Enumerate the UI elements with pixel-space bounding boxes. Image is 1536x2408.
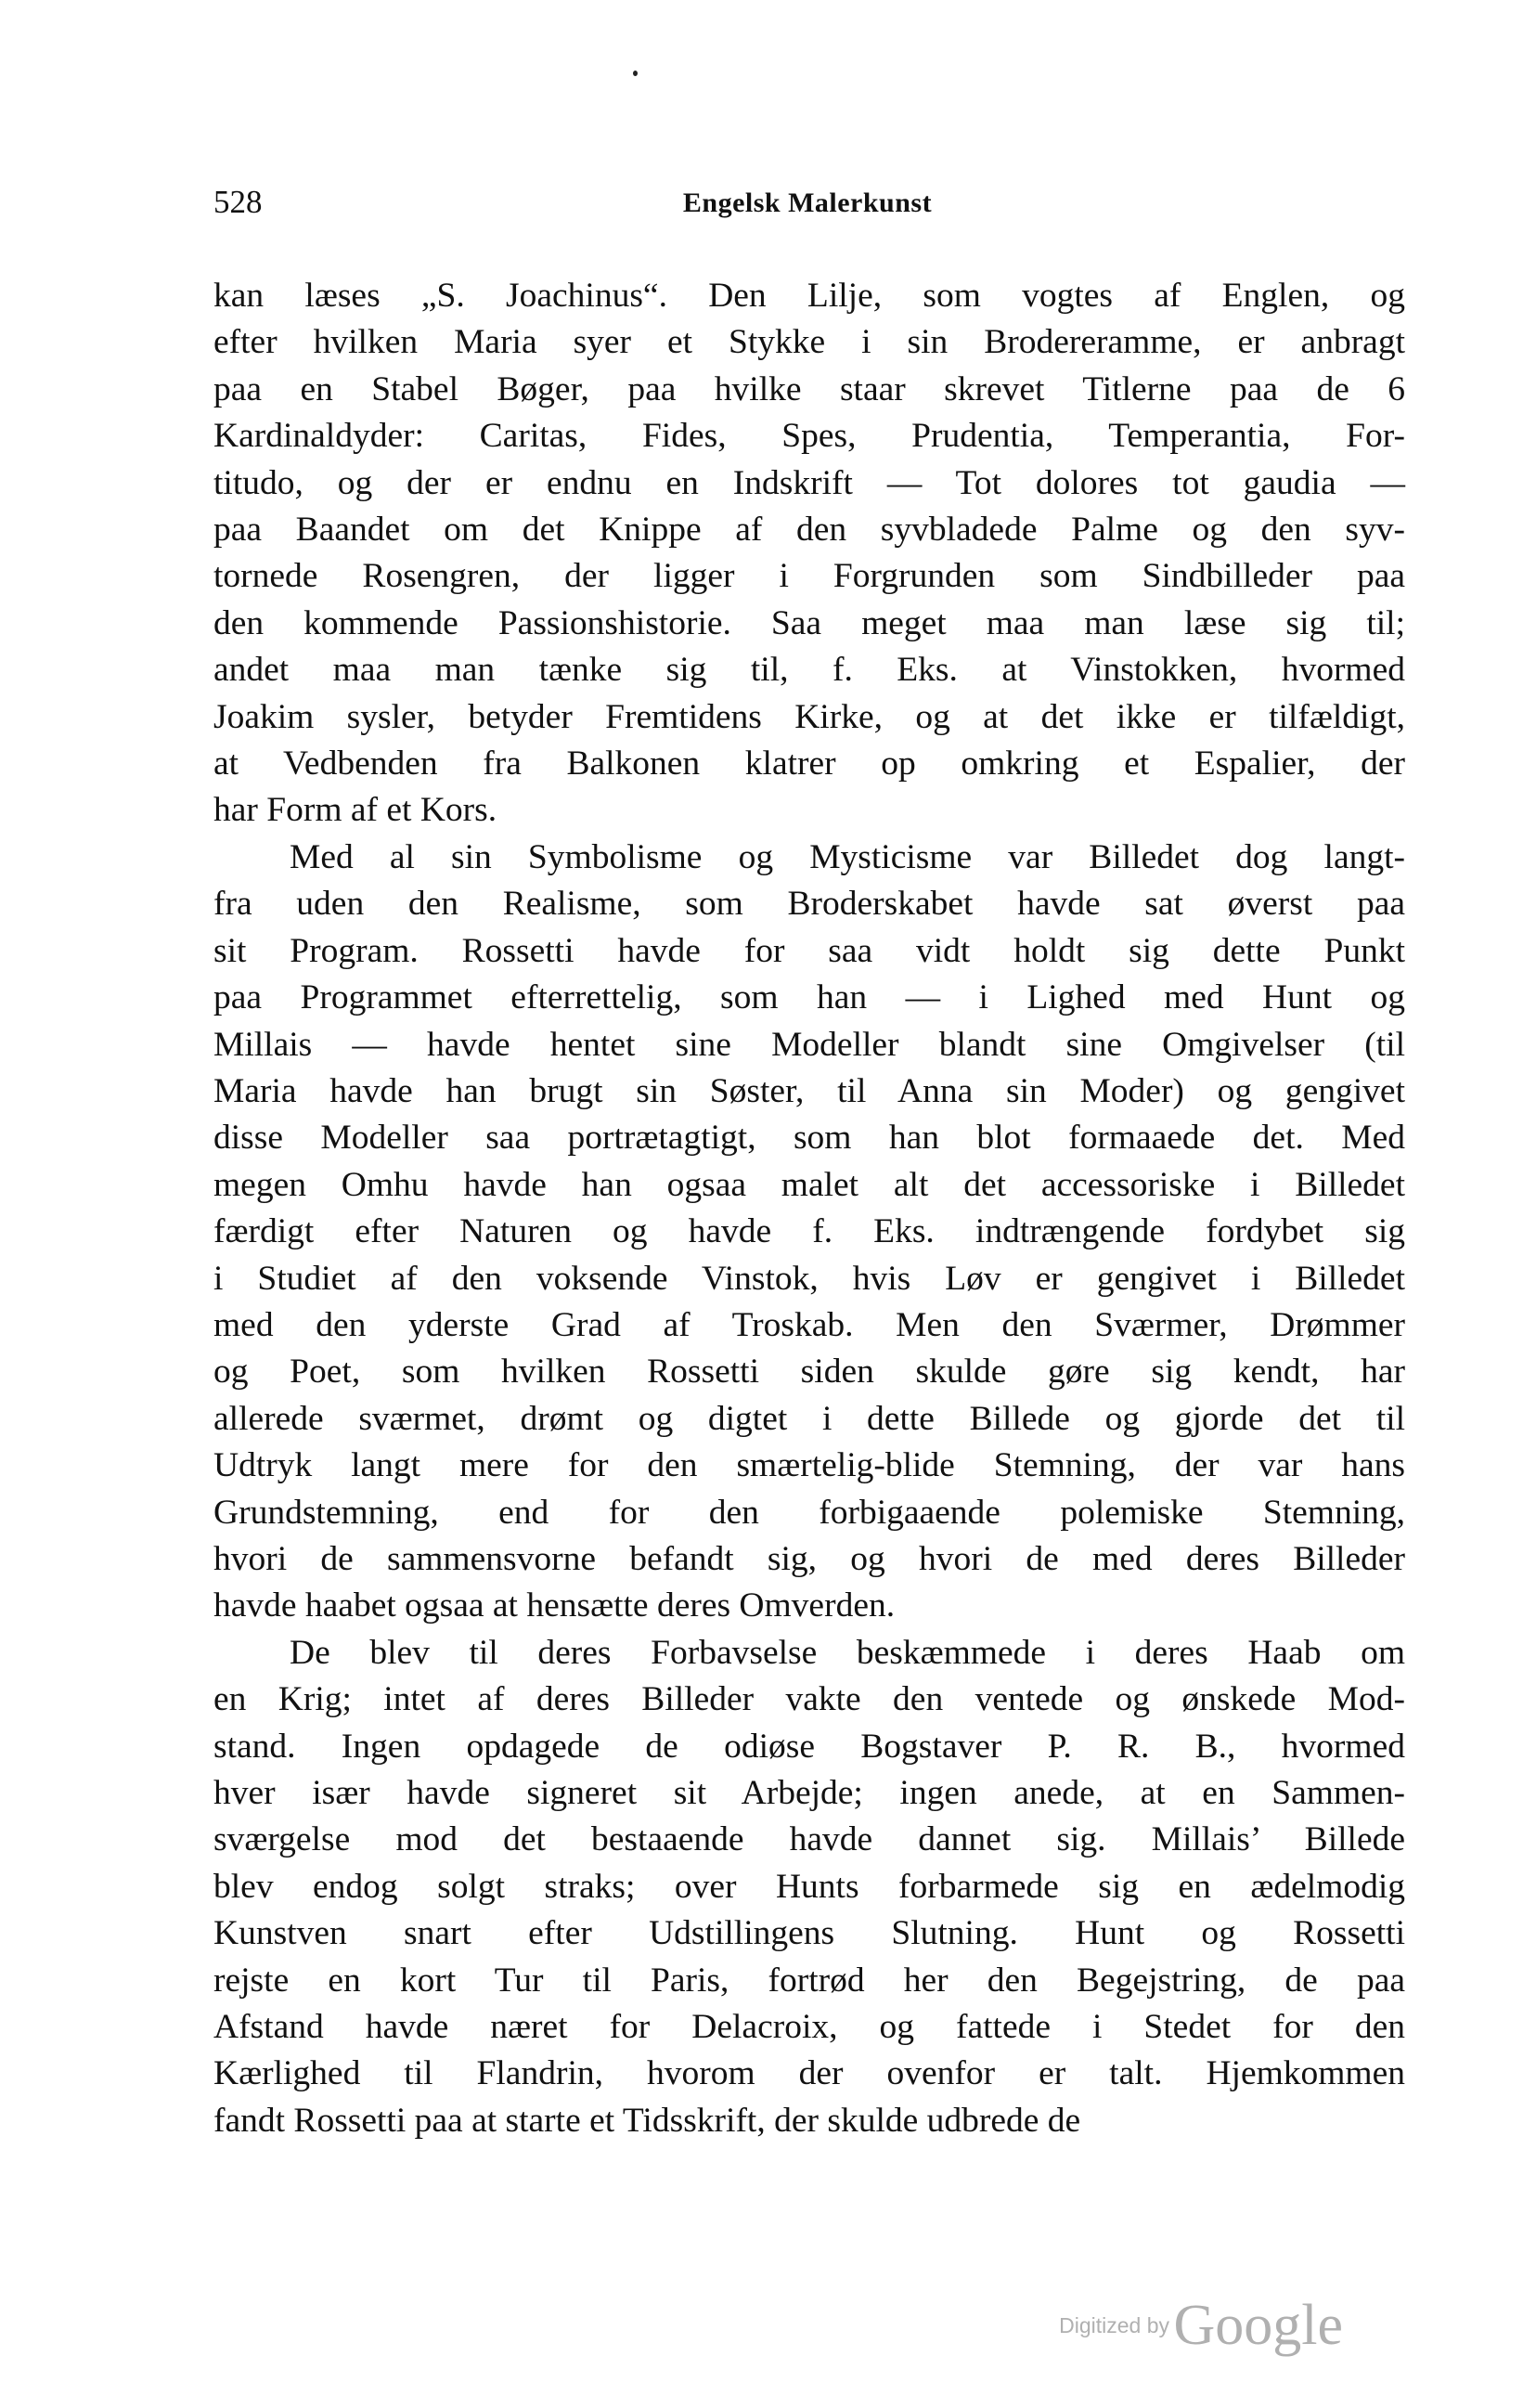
paragraph xyxy=(213,273,1405,835)
text-line: Millais — havde hentet sine Modeller blandt sine Omgivelser (til xyxy=(213,1025,1405,1064)
text-line: megen Omhu havde han ogsaa malet alt det accessoriske i Billedet xyxy=(213,1165,1405,1204)
text-line: allerede sværmet, drømt og digtet i dette Billede og gjorde det til xyxy=(213,1399,1405,1438)
paragraph xyxy=(213,835,1405,1630)
text-line: De blev til deres Forbavselse beskæmmede i deres Haab om xyxy=(290,1633,1405,1672)
running-title: Engelsk Malerkunst xyxy=(682,188,933,218)
page-number: 528 xyxy=(213,184,263,220)
text-line: færdigt efter Naturen og havde f. Eks. indtrængende fordybet sig xyxy=(213,1212,1405,1251)
text-line: Kunstven snart efter Udstillingens Slutning. Hunt og Rossetti xyxy=(213,1914,1405,1953)
watermark-digitized-by: Digitized by xyxy=(1059,2313,1170,2337)
text-line: i Studiet af den voksende Vinstok, hvis Løv er gengivet i Billedet xyxy=(213,1259,1405,1298)
paragraph xyxy=(213,1630,1405,2144)
text-line: Kærlighed til Flandrin, hvorom der ovenfor er talt. Hjemkommen xyxy=(213,2054,1405,2093)
page-header xyxy=(213,184,1401,230)
text-line: en Krig; intet af deres Billeder vakte den ventede og ønskede Mod- xyxy=(213,1680,1405,1719)
text-line: Joakim sysler, betyder Fremtidens Kirke, og at det ikke er tilfældigt, xyxy=(213,697,1405,736)
text-line: Maria havde han brugt sin Søster, til Anna sin Moder) og gengivet xyxy=(213,1071,1405,1110)
text-line: tornede Rosengren, der ligger i Forgrunden som Sindbilleder paa xyxy=(213,557,1405,596)
text-line: paa Programmet efterrettelig, som han — i Lighed med Hunt og xyxy=(213,978,1405,1017)
text-line: sit Program. Rossetti havde for saa vidt holdt sig dette Punkt xyxy=(213,931,1405,970)
text-line: hver især havde signeret sit Arbejde; ingen anede, at en Sammen- xyxy=(213,1774,1405,1812)
text-line: andet maa man tænke sig til, f. Eks. at Vinstokken, hvormed xyxy=(213,651,1405,690)
text-line: hvori de sammensvorne befandt sig, og hvori de med deres Billeder xyxy=(213,1539,1405,1578)
text-line: disse Modeller saa portrætagtigt, som han blot formaaede det. Med xyxy=(213,1119,1405,1158)
text-line: Grundstemning, end for den forbigaaende polemiske Stemning, xyxy=(213,1493,1405,1532)
text-line: med den yderste Grad af Troskab. Men den Sværmer, Drømmer xyxy=(213,1305,1405,1344)
body-text xyxy=(213,273,1405,2144)
text-line: paa Baandet om det Knippe af den syvbladede Palme og den syv- xyxy=(213,511,1405,550)
text-line: Afstand havde næret for Delacroix, og fattede i Stedet for den xyxy=(213,2008,1405,2047)
text-line: paa en Stabel Bøger, paa hvilke staar skrevet Titlerne paa de 6 xyxy=(213,369,1405,408)
text-line: havde haabet ogsaa at hensætte deres Omverden. xyxy=(213,1586,896,1625)
text-line: Kardinaldyder: Caritas, Fides, Spes, Prudentia, Temperantia, For- xyxy=(213,417,1405,456)
scan-speck xyxy=(633,71,638,76)
google-watermark xyxy=(1059,2293,1343,2359)
text-line: efter hvilken Maria syer et Stykke i sin Brodereramme, er anbragt xyxy=(213,323,1405,362)
text-line: Udtryk langt mere for den smærtelig-blide Stemning, der var hans xyxy=(213,1446,1405,1485)
text-line: sværgelse mod det bestaaende havde dannet sig. Millais’ Billede xyxy=(213,1820,1405,1859)
text-line: har Form af et Kors. xyxy=(213,791,497,830)
text-line: blev endog solgt straks; over Hunts forbarmede sig en ædelmodig xyxy=(213,1867,1405,1906)
watermark-google-logo: Google xyxy=(1173,2294,1343,2357)
text-line: Med al sin Symbolisme og Mysticisme var Billedet dog langt- xyxy=(290,837,1405,876)
text-line: stand. Ingen opdagede de odiøse Bogstaver P. R. B., hvormed xyxy=(213,1727,1405,1766)
text-line: kan læses „S. Joachinus“. Den Lilje, som vogtes af Englen, og xyxy=(213,277,1405,315)
text-line: den kommende Passionshistorie. Saa meget maa man læse sig til; xyxy=(213,603,1405,642)
text-line: at Vedbenden fra Balkonen klatrer op omkring et Espalier, der xyxy=(213,744,1405,783)
text-line: fandt Rossetti paa at starte et Tidsskrift, der skulde udbrede de xyxy=(213,2101,1081,2140)
text-line: fra uden den Realisme, som Broderskabet havde sat øverst paa xyxy=(213,885,1405,924)
text-line: og Poet, som hvilken Rossetti siden skulde gøre sig kendt, har xyxy=(213,1353,1405,1392)
text-line: titudo, og der er endnu en Indskrift — Tot dolores tot gaudia — xyxy=(213,463,1405,502)
text-line: rejste en kort Tur til Paris, fortrød her den Begejstring, de paa xyxy=(213,1961,1405,2000)
